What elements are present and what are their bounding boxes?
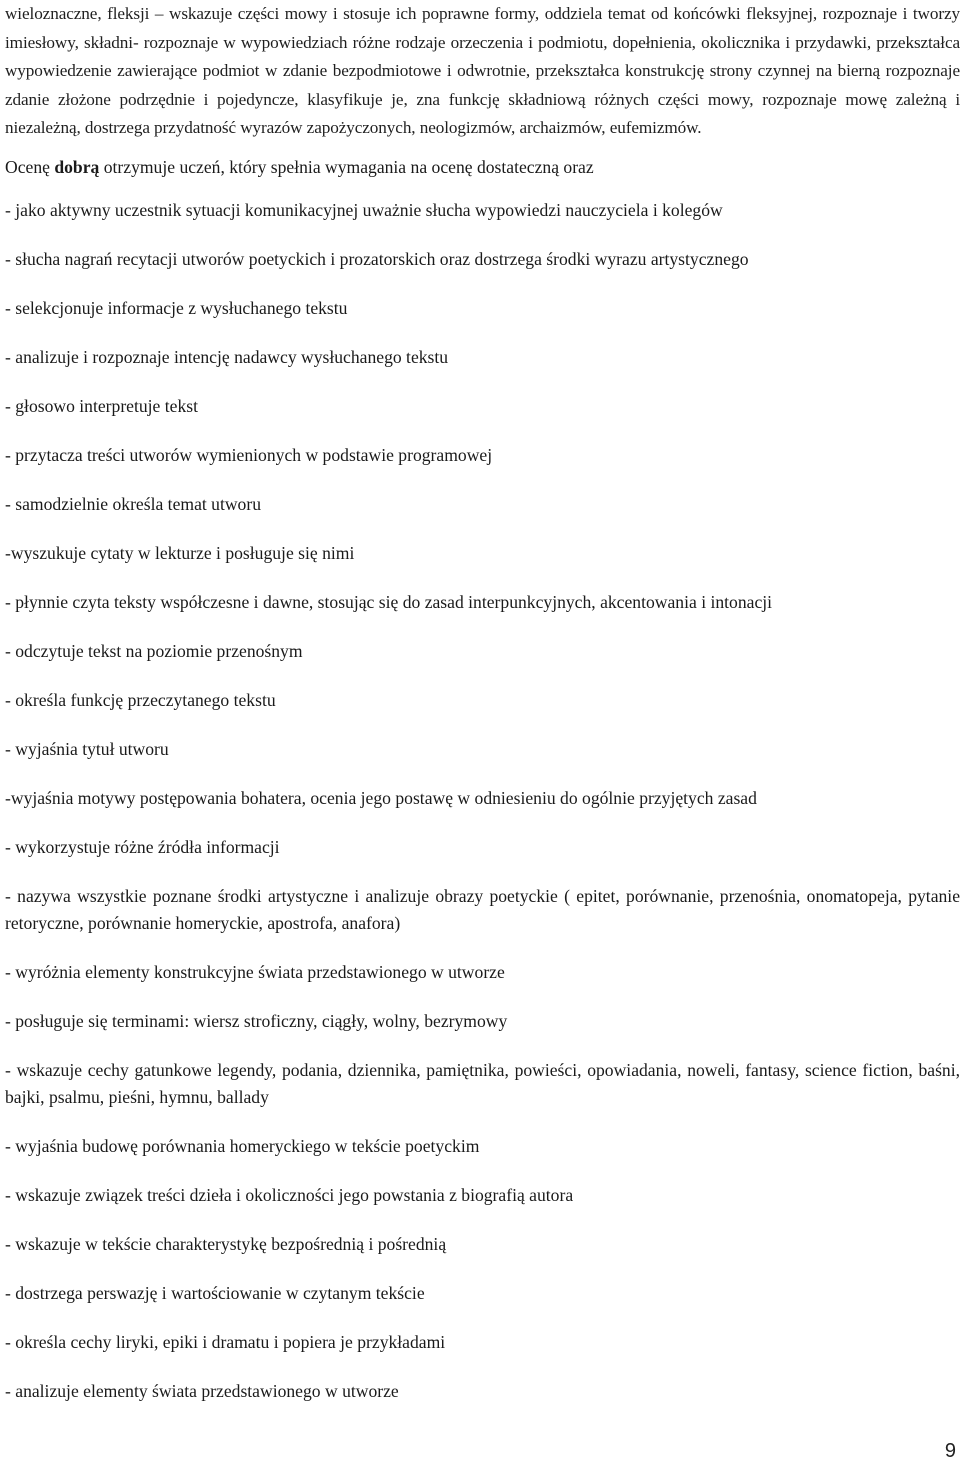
requirement-item: - wykorzystuje różne źródła informacji — [5, 836, 280, 857]
requirement-item: -wyszukuje cytaty w lekturze i posługuje się nimi — [5, 542, 355, 563]
grade-intro-suffix: otrzymuje uczeń, który spełnia wymagania na ocenę dostateczną oraz — [99, 156, 594, 177]
requirement-item: - posługuje się terminami: wiersz stroficzny, ciągły, wolny, bezrymowy — [5, 1010, 508, 1031]
requirement-item: - płynnie czyta teksty współczesne i dawne, stosując się do zasad interpunkcyjnych, akcentowania i intonacji — [5, 591, 773, 612]
requirement-item: - samodzielnie określa temat utworu — [5, 493, 262, 514]
requirement-item: - przytacza treści utworów wymienionych w podstawie programowej — [5, 444, 493, 465]
requirement-item: - słucha nagrań recytacji utworów poetyckich i prozatorskich oraz dostrzega środki wyrazu artystycznego — [5, 248, 749, 269]
requirement-item: - określa funkcję przeczytanego tekstu — [5, 689, 276, 710]
requirement-item: - określa cechy liryki, epiki i dramatu i popiera je przykładami — [5, 1331, 446, 1352]
page-number: 9 — [944, 1440, 956, 1462]
grade-intro — [5, 155, 960, 179]
requirement-item: - dostrzega perswazję i wartościowanie w czytanym tekście — [5, 1282, 425, 1303]
grade-intro-prefix: Ocenę — [5, 156, 55, 177]
grade-name: dobrą — [54, 156, 100, 177]
requirement-item: - wyjaśnia tytuł utworu — [5, 738, 169, 759]
requirement-item: - wskazuje cechy gatunkowe legendy, podania, dziennika, pamiętnika, powieści, opowiadania, noweli, fantasy, science fiction, baśni, bajki, psalmu, pieśni, hymnu, ballady — [5, 1059, 960, 1107]
requirement-item: - analizuje i rozpoznaje intencję nadawcy wysłuchanego tekstu — [5, 346, 449, 367]
requirement-item: -wyjaśnia motywy postępowania bohatera, ocenia jego postawę w odniesieniu do ogólnie przyjętych zasad — [5, 787, 757, 808]
requirement-item: - wskazuje w tekście charakterystykę bezpośrednią i pośrednią — [5, 1233, 447, 1254]
requirements-list — [5, 197, 960, 1405]
requirement-item: - nazywa wszystkie poznane środki artystyczne i analizuje obrazy poetyckie ( epitet, porównanie, przenośnia, onomatopeja, pytanie retoryczne, porównanie homeryckie, apostrofa, anafora) — [5, 885, 960, 933]
document-page — [5, 0, 960, 1405]
requirement-item: - jako aktywny uczestnik sytuacji komunikacyjnej uważnie słucha wypowiedzi nauczyciela i kolegów — [5, 199, 723, 220]
intro-paragraph: wieloznaczne, fleksji – wskazuje części mowy i stosuje ich poprawne formy, oddziela temat od końcówki fleksyjnej, rozpoznaje i tworzy imiesłowy, składni- rozpoznaje w wypowiedziach różne rodzaje orzeczenia i podmiotu, dopełnienia, okolicznika i przydawki, przekształca wypowiedzenie zawierające podmiot w zdanie bezpodmiotowe i odwrotnie, przekształca konstrukcję strony czynnej na bierną rozpoznaje zdanie złożone podrzędnie i pojedyncze, klasyfikuje je, zna funkcję składniową różnych części mowy, rozpoznaje mowę zależną i niezależną, dostrzega przydatność wyrazów zapożyczonych, neologizmów, archaizmów, eufemizmów. — [5, 4, 960, 137]
requirement-item: - wskazuje związek treści dzieła i okoliczności jego powstania z biografią autora — [5, 1184, 574, 1205]
requirement-item: - głosowo interpretuje tekst — [5, 395, 198, 416]
requirement-item: - analizuje elementy świata przedstawionego w utworze — [5, 1380, 399, 1401]
requirement-item: - wyjaśnia budowę porównania homeryckiego w tekście poetyckim — [5, 1135, 480, 1156]
requirement-item: - selekcjonuje informacje z wysłuchanego tekstu — [5, 297, 348, 318]
requirement-item: - odczytuje tekst na poziomie przenośnym — [5, 640, 303, 661]
requirement-item: - wyróżnia elementy konstrukcyjne świata przedstawionego w utworze — [5, 961, 505, 982]
